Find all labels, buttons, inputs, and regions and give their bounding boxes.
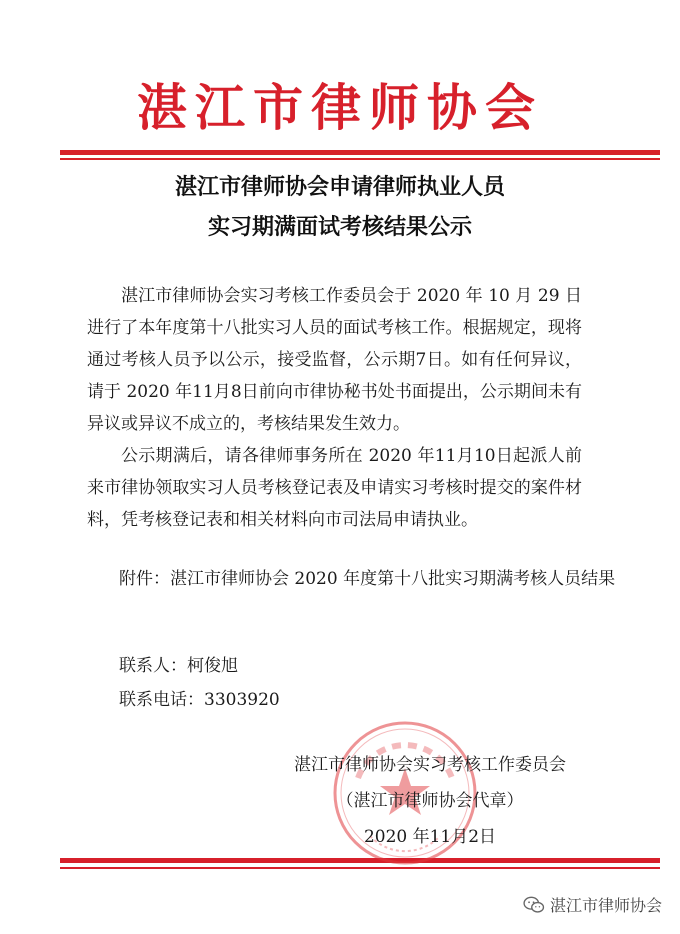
signature-committee: 湛江市律师协会实习考核工作委员会 bbox=[294, 755, 566, 775]
body-paragraph-1: 湛江市律师协会实习考核工作委员会于 2020 年 10 月 29 日进行了本年度第十八批实习人员的面试考核工作。根据规定，现将通过考核人员予以公示，接受监督，公示期7日。如有任何异议，请于 2020 年11月8日前向市律协秘书处书面提出，公示期间未有异议或异议不成立的，考核结果发生效力。 bbox=[87, 286, 582, 434]
contact-person: 联系人：柯俊旭 bbox=[119, 656, 238, 676]
wechat-watermark bbox=[523, 893, 662, 916]
attachment-note: 附件：湛江市律师协会 2020 年度第十八批实习期满考核人员结果 bbox=[119, 569, 616, 589]
contact-phone: 联系电话：3303920 bbox=[119, 690, 280, 710]
document-title-line2: 实习期满面试考核结果公示 bbox=[207, 215, 472, 240]
document-title-line1: 湛江市律师协会申请律师执业人员 bbox=[174, 175, 505, 200]
signature-on-behalf: （湛江市律师协会代章） bbox=[336, 791, 524, 811]
letterhead-rule-thin bbox=[60, 158, 660, 160]
letterhead-rule-thick bbox=[60, 150, 660, 155]
signature-date: 2020 年11月2日 bbox=[363, 827, 497, 847]
wechat-icon bbox=[523, 896, 545, 914]
letterhead-org-name: 湛江市律师协会 bbox=[137, 79, 543, 137]
body-paragraph-2: 公示期满后，请各律师事务所在 2020 年11月10日起派人前来市律协领取实习人员考核登记表及申请实习考核时提交的案件材料，凭考核登记表和相关材料向市司法局申请执业。 bbox=[87, 446, 582, 530]
wechat-account-name: 湛江市律师协会 bbox=[549, 896, 662, 915]
